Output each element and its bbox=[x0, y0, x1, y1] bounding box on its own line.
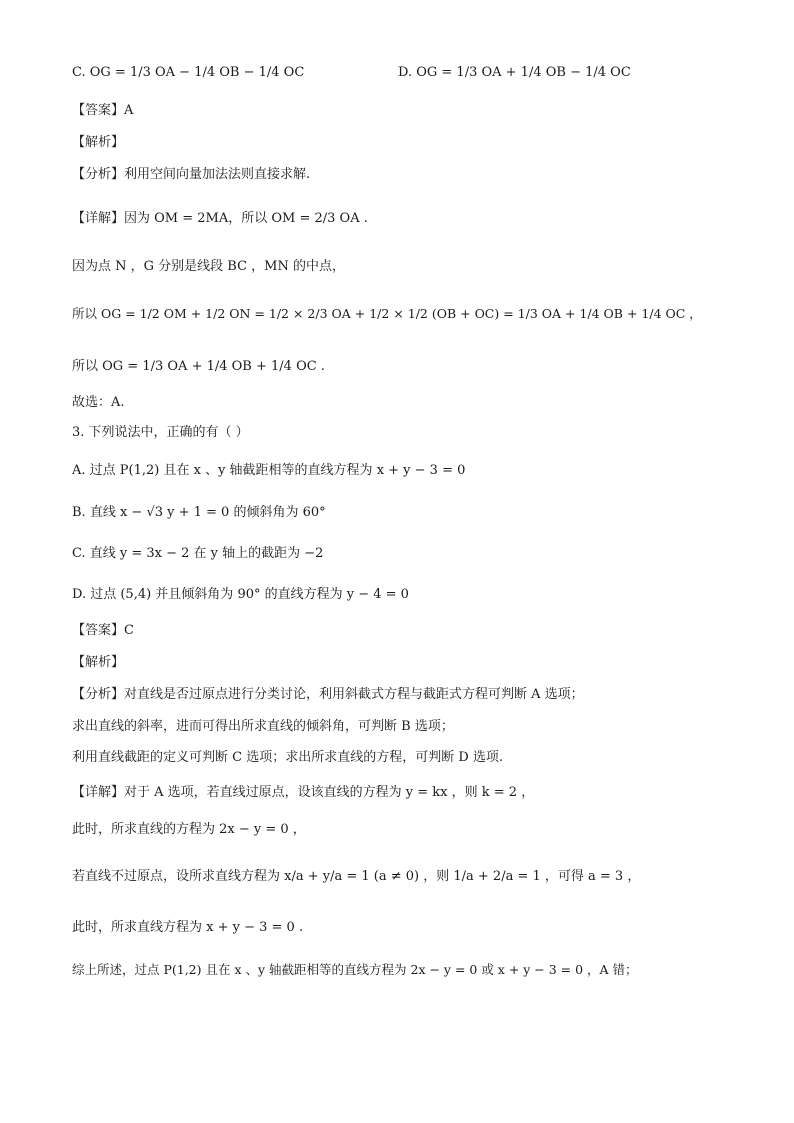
analysis-heading-2: 【解析】 bbox=[72, 655, 125, 670]
detail-2-line-3: 若直线不过原点，设所求直线方程为 x/a + y/a = 1 (a ≠ 0) ，则 1/a + 2/a = 1 ，可得 a = 3 ， bbox=[72, 869, 641, 884]
analysis-heading: 【解析】 bbox=[72, 135, 125, 150]
question-3-title: 3. 下列说法中，正确的有（ ） bbox=[72, 425, 249, 440]
detail-2-line-2: 此时，所求直线的方程为 2x − y = 0 ， bbox=[72, 822, 306, 837]
question-3-option-a: A. 过点 P(1,2) 且在 x 、y 轴截距相等的直线方程为 x + y − 3 = 0 bbox=[72, 463, 466, 478]
detail-2-line-1: 【详解】对于 A 选项，若直线过原点，设该直线的方程为 y = kx ，则 k = 2 ， bbox=[72, 785, 535, 800]
question-3-option-b: B. 直线 x − √3 y + 1 = 0 的倾斜角为 60° bbox=[72, 505, 326, 520]
answer-heading: 【答案】A bbox=[72, 103, 134, 118]
option-c-line: C. OG = 1/3 OA − 1/4 OB − 1/4 OC bbox=[72, 65, 305, 80]
choice-line: 故选：A. bbox=[72, 395, 125, 410]
analysis-line: 【分析】利用空间向量加法法则直接求解. bbox=[72, 167, 311, 182]
analysis-line-4: 利用直线截距的定义可判断 C 选项；求出所求直线的方程，可判断 D 选项. bbox=[72, 750, 504, 765]
analysis-line-3: 求出直线的斜率，进而可得出所求直线的倾斜角，可判断 B 选项； bbox=[72, 719, 454, 734]
option-d-line: D. OG = 1/3 OA + 1/4 OB − 1/4 OC bbox=[398, 65, 631, 80]
detail-line-4: 所以 OG = 1/3 OA + 1/4 OB + 1/4 OC . bbox=[72, 359, 325, 374]
answer-heading-2: 【答案】C bbox=[72, 623, 134, 638]
detail-2-line-4: 此时，所求直线方程为 x + y − 3 = 0 . bbox=[72, 920, 304, 935]
analysis-line-2: 【分析】对直线是否过原点进行分类讨论，利用斜截式方程与截距式方程可判断 A 选项； bbox=[72, 687, 584, 702]
detail-line-2: 因为点 N ，G 分别是线段 BC ，MN 的中点， bbox=[72, 259, 345, 274]
detail-line-3: 所以 OG = 1/2 OM + 1/2 ON = 1/2 × 2/3 OA + 1/2 × 1/2 (OB + OC) = 1/3 OA + 1/4 OB + 1/4 OC ， bbox=[72, 306, 702, 321]
question-3-option-c: C. 直线 y = 3x − 2 在 y 轴上的截距为 −2 bbox=[72, 546, 324, 561]
detail-line-1: 【详解】因为 OM = 2MA，所以 OM = 2/3 OA . bbox=[72, 211, 368, 226]
detail-2-line-5: 综上所述，过点 P(1,2) 且在 x 、y 轴截距相等的直线方程为 2x − y = 0 或 x + y − 3 = 0 ，A 错； bbox=[72, 962, 638, 977]
question-3-option-d: D. 过点 (5,4) 并且倾斜角为 90° 的直线方程为 y − 4 = 0 bbox=[72, 587, 409, 602]
